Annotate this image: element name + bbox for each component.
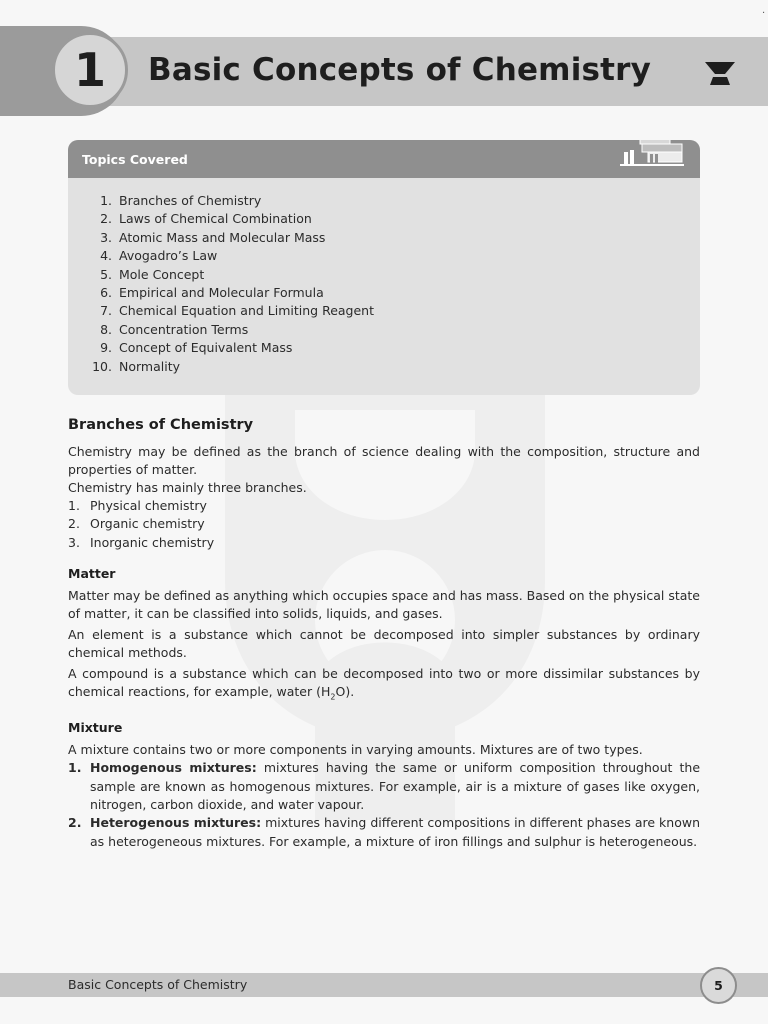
paragraph: A mixture contains two or more components in varying amounts. Mixtures are of two types. <box>68 742 643 758</box>
topics-list <box>88 192 374 376</box>
paragraph: A compound is a substance which can be decomposed into two or more dissimilar substances by chemical reactions, for example, water $(H_2O)$. <box>68 665 700 702</box>
list-item: 7. Chemical Equation and Limiting Reagent <box>100 303 375 319</box>
list-item: 2. Organic chemistry <box>68 516 205 532</box>
paragraph: Chemistry has mainly three branches. <box>68 480 307 495</box>
mixture-section <box>68 720 700 850</box>
list-item: 3. Atomic Mass and Molecular Mass <box>100 229 326 245</box>
list-item: 1. Branches of Chemistry <box>100 193 262 208</box>
paragraph: Chemistry may be defined as the branch of science dealing with the composition, structure and properties of matter. <box>68 444 700 477</box>
list-item: 6. Empirical and Molecular Formula <box>100 285 324 301</box>
topics-covered-header <box>68 140 700 178</box>
list-item: 3. Inorganic chemistry <box>68 534 215 550</box>
list-item: 2. Laws of Chemical Combination <box>100 211 312 227</box>
section-heading-mixture: Mixture <box>68 720 123 736</box>
page-number: 5 <box>700 967 737 1004</box>
list-item: 1. Homogenous mixtures: mixtures having the same or uniform composition throughout the sample are known as homogenous mixtures. For example, air is a mixture of gases like oxygen, nitrogen, carbon dioxide, and water vapour. <box>68 760 701 812</box>
topics-covered-title: Topics Covered <box>82 152 188 167</box>
footer-running-title: Basic Concepts of Chemistry <box>68 977 248 992</box>
list-item: 4. Avogadro’s Law <box>100 248 218 264</box>
corner-mark: · <box>762 8 766 19</box>
section-heading-matter: Matter <box>68 565 116 581</box>
branches-list <box>68 497 700 552</box>
chapter-title: Basic Concepts of Chemistry <box>148 52 652 88</box>
list-item: 5. Mole Concept <box>100 266 205 282</box>
list-item: 8. Concentration Terms <box>100 321 249 337</box>
topics-covered-box <box>68 140 700 395</box>
mixture-types-list <box>68 759 700 850</box>
paragraph: An element is a substance which cannot be decomposed into simpler substances by ordinary chemical methods. <box>68 626 700 660</box>
list-item: 10. Normality <box>92 358 180 374</box>
main-content <box>68 417 700 851</box>
list-item: 2. Heterogenous mixtures: mixtures having different compositions in different phases are known as heterogeneous mixtures. For example, a mixture of iron fillings and sulphur is heterogeneous. <box>68 815 701 849</box>
chapter-number: 1 <box>52 32 128 108</box>
matter-section <box>68 566 700 707</box>
lamp-icon <box>704 60 736 86</box>
list-item: 9. Concept of Equivalent Mass <box>100 340 293 356</box>
books-icon <box>620 140 684 168</box>
paragraph: Matter may be defined as anything which occupies space and has mass. Based on the physical state of matter, it can be classified into solids, liquids, and gases. <box>68 587 700 621</box>
section-heading-branches: Branches of Chemistry <box>68 417 254 433</box>
list-item: 1. Physical chemistry <box>68 498 207 513</box>
